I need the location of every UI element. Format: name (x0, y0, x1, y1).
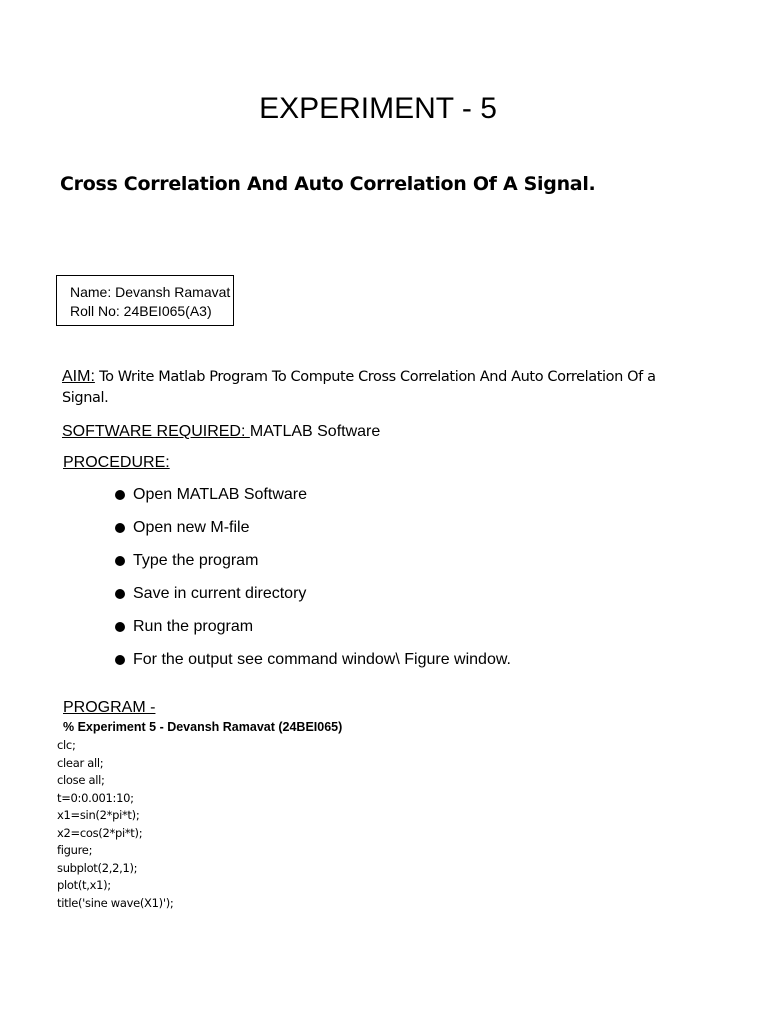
procedure-list (115, 485, 511, 683)
program-code (57, 737, 173, 912)
software-label: SOFTWARE REQUIRED: (62, 423, 250, 440)
procedure-step-text: Run the program (133, 618, 254, 635)
bullet-icon (115, 655, 125, 665)
procedure-step (115, 584, 511, 617)
procedure-step (115, 617, 511, 650)
student-name: Name: Devansh Ramavat (70, 284, 231, 300)
page-title: EXPERIMENT - 5 (259, 92, 497, 125)
software-required (62, 422, 380, 442)
procedure-step-text: Open MATLAB Software (133, 486, 307, 503)
software-value: MATLAB Software (249, 423, 381, 440)
code-line: t=0:0.001:10; (57, 790, 134, 805)
student-info-box (56, 275, 234, 326)
code-line: clear all; (57, 755, 104, 770)
bullet-icon (115, 622, 125, 632)
experiment-subtitle: Cross Correlation And Auto Correlation Of A Signal. (60, 173, 596, 195)
aim-text: To Write Matlab Program To Compute Cross Correlation And Auto Correlation Of a Signal. (62, 369, 656, 406)
bullet-icon (115, 490, 125, 500)
procedure-heading: PROCEDURE: (63, 454, 170, 471)
procedure-step-text: For the output see command window\ Figure window. (133, 651, 511, 668)
code-line: x2=cos(2*pi*t); (57, 825, 143, 840)
code-line: subplot(2,2,1); (57, 860, 138, 875)
code-line: title('sine wave(X1)'); (57, 895, 174, 910)
code-line: clc; (57, 738, 76, 752)
procedure-step-text: Type the program (133, 552, 259, 569)
aim-label: AIM: (62, 368, 95, 385)
aim-section (62, 366, 682, 409)
code-line: figure; (57, 843, 93, 857)
bullet-icon (115, 523, 125, 533)
code-line: x1=sin(2*pi*t); (57, 808, 140, 822)
procedure-step-text: Save in current directory (133, 585, 307, 602)
program-heading: PROGRAM - (63, 699, 156, 716)
procedure-step-text: Open new M-file (133, 519, 250, 536)
procedure-step (115, 518, 511, 551)
student-roll-number: Roll No: 24BEI065(A3) (70, 303, 212, 319)
code-line: plot(t,x1); (57, 878, 111, 892)
bullet-icon (115, 589, 125, 599)
procedure-step (115, 551, 511, 584)
code-line: close all; (57, 773, 105, 787)
procedure-step (115, 485, 511, 518)
program-comment: % Experiment 5 - Devansh Ramavat (24BEI065) (63, 720, 343, 734)
bullet-icon (115, 556, 125, 566)
procedure-step (115, 650, 511, 683)
